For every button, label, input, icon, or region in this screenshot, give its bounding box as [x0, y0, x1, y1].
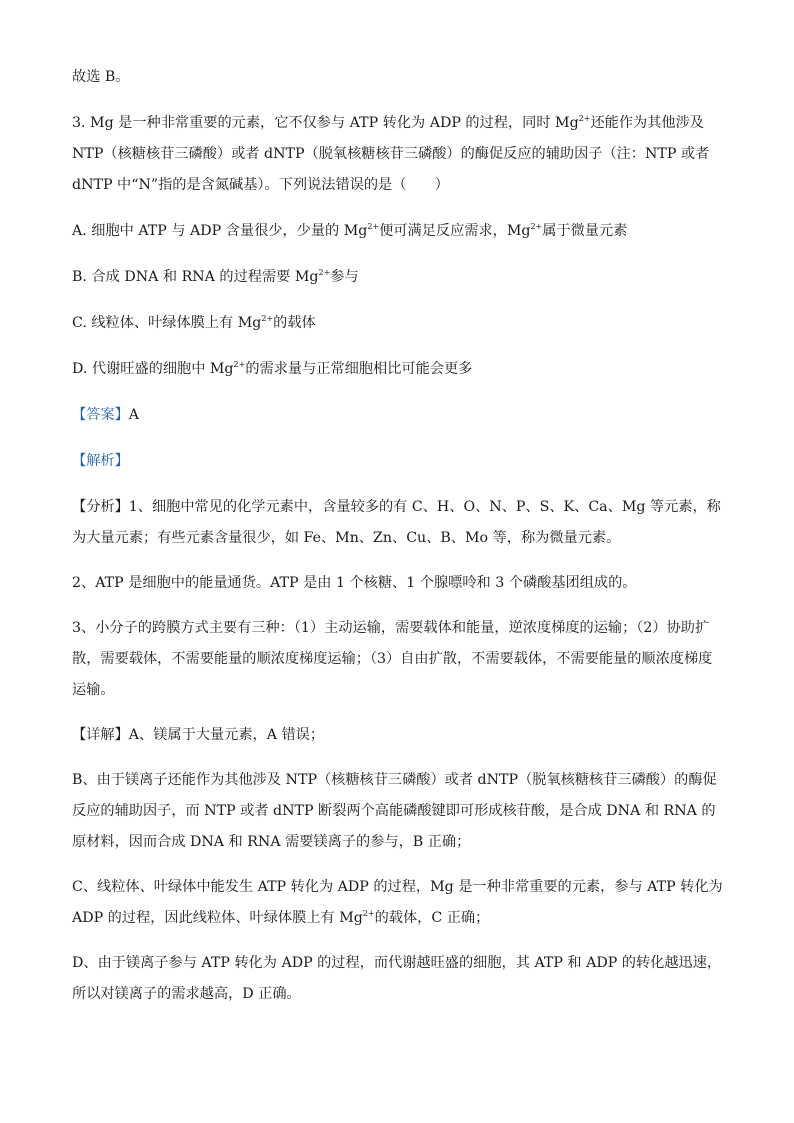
- fenxi-point-3: 3、小分子的跨膜方式主要有三种：（1）主动运输，需要载体和能量，逆浓度梯度的运输；（2）协助扩散，需要载体，不需要能量的顺浓度梯度运输；（3）自由扩散，不需要载体，不需要能量的顺浓度梯度运输。: [72, 620, 713, 698]
- detail-b: B、由于镁离子还能作为其他涉及 NTP（核糖核苷三磷酸）或者 dNTP（脱氧核糖核苷三磷酸）的酶促反应的辅助因子，而 NTP 或者 dNTP 断裂两个高能磷酸键即可形成核苷酸，是合成 DNA 和 RNA 的原材料，因而合成 DNA 和 RNA 需要镁离子的参与，B 正确；: [72, 772, 717, 850]
- detail-c: C、线粒体、叶绿体中能发生 ATP 转化为 ADP 的过程，Mg 是一种非常重要的元素，参与 ATP 转化为 ADP 的过程，因此线粒体、叶绿体膜上有 $Mg^{2+}$的载体，C 正确；: [72, 879, 723, 926]
- superscript: 2+: [367, 222, 380, 231]
- option-c: C. 线粒体、叶绿体膜上有 $Mg^{2+}$的载体: [72, 314, 316, 331]
- detail-label: 【详解】: [72, 727, 129, 743]
- answer-label: 【答案】: [72, 407, 129, 423]
- superscript: 2+: [362, 909, 375, 918]
- fenxi-point-2: 2、ATP 是细胞中的能量通货。ATP 是由 1 个核糖、1 个腺嘌呤和 3 个磷酸基团组成的。: [72, 575, 637, 591]
- intro-line: 故选 B。: [72, 69, 130, 85]
- option-b: B. 合成 DNA 和 RNA 的过程需要 $Mg^{2+}$参与: [72, 268, 359, 285]
- superscript: 2+: [233, 360, 246, 369]
- option-d: D. 代谢旺盛的细胞中 $Mg^{2+}$的需求量与正常细胞相比可能会更多: [72, 360, 473, 377]
- answer-value: A: [128, 407, 140, 423]
- detail-d: D、由于镁离子参与 ATP 转化为 ADP 的过程，而代谢越旺盛的细胞，其 ATP 和 ADP 的转化越迅速，所以对镁离子的需求越高，D 正确。: [72, 955, 722, 1002]
- analysis-heading: 【解析】: [72, 453, 129, 469]
- option-a: A. 细胞中 ATP 与 ADP 含量很少，少量的 $Mg^{2+}$便可满足反应需求，$Mg^{2+}$属于微量元素: [72, 222, 628, 239]
- fenxi-point-1: 【分析】1、细胞中常见的化学元素中，含量较多的有 C、H、O、N、P、S、K、Ca、Mg 等元素，称为大量元素；有些元素含量很少，如 Fe、Mn、Zn、Cu、B、Mo 等，称为微量元素。: [72, 499, 721, 546]
- document-page: [72, 62, 724, 1010]
- detail-a: 【详解】A、镁属于大量元素，A 错误；: [72, 727, 325, 743]
- superscript: 2+: [578, 114, 591, 123]
- superscript: 2+: [261, 314, 274, 323]
- fenxi-label: 【分析】: [72, 499, 129, 515]
- answer-line: [72, 400, 724, 431]
- superscript: 2+: [530, 222, 543, 231]
- question-stem: 3. Mg 是一种非常重要的元素，它不仅参与 ATP 转化为 ADP 的过程，同时 $Mg^{2+}$还能作为其他涉及 NTP（核糖核苷三磷酸）或者 dNTP（脱氧核糖核苷三磷酸）的酶促反应的辅助因子（注：NTP 或者 dNTP 中“N”指的是含氮碱基）。下列说法错误的是（ ）: [72, 114, 710, 193]
- superscript: 2+: [318, 268, 331, 277]
